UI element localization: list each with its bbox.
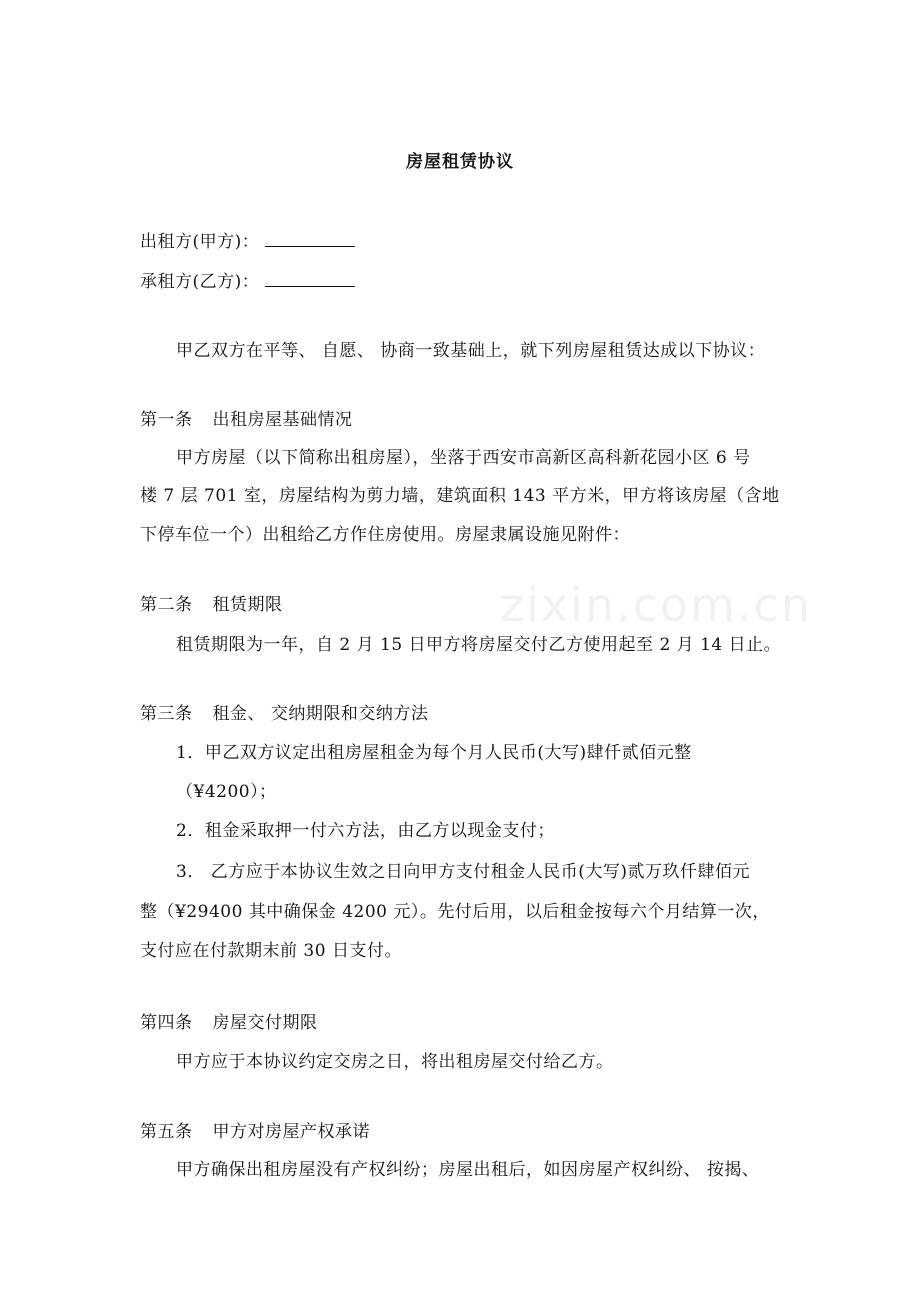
- article-3-line: （¥4200）；: [176, 782, 277, 802]
- article-2-heading: [140, 593, 283, 617]
- article-4-heading: [140, 1011, 318, 1035]
- article-3-line: 支付应在付款期末前 30 日支付。: [140, 941, 402, 961]
- article-2-number: 第二条: [140, 595, 193, 615]
- article-4-line: 甲方应于本协议约定交房之日，将出租房屋交付给乙方。: [176, 1052, 614, 1072]
- article-1-line: 下停车位一个）出租给乙方作住房使用。房屋隶属设施见附件：: [140, 525, 630, 545]
- intro-paragraph: 甲乙双方在平等、 自愿、 协商一致基础上，就下列房屋租赁达成以下协议：: [176, 341, 766, 361]
- article-5-heading: [140, 1120, 370, 1144]
- article-1-title: 出租房屋基础情况: [212, 410, 353, 430]
- article-3-line: 整（¥29400 其中确保金 4200 元）。先付后用，以后租金按每六个月结算一次，: [140, 902, 770, 922]
- article-1-heading: [140, 408, 353, 432]
- article-5-line: 甲方确保出租房屋没有产权纠纷；房屋出租后，如因房屋产权纠纷、 按揭、: [176, 1160, 760, 1180]
- article-3-title: 租金、 交纳期限和交纳方法: [212, 704, 429, 724]
- article-3-line: 3． 乙方应于本协议生效之日向甲方支付租金人民币(大写)贰万玖仟肆佰元: [176, 862, 750, 882]
- article-5-title: 甲方对房屋产权承诺: [212, 1122, 370, 1142]
- article-4-number: 第四条: [140, 1013, 193, 1033]
- article-4-title: 房屋交付期限: [212, 1013, 318, 1033]
- article-3-line: 2．租金采取押一付六方法，由乙方以现金支付；: [176, 821, 555, 841]
- watermark: zixin.com.cn: [500, 578, 813, 632]
- article-1-line: 楼 7 层 701 室，房屋结构为剪力墙，建筑面积 143 平方米，甲方将该房屋（含地: [140, 486, 780, 506]
- lessee-blank: [265, 272, 355, 287]
- article-3-number: 第三条: [140, 704, 193, 724]
- article-2-line: 租赁期限为一年，自 2 月 15 日甲方将房屋交付乙方使用起至 2 月 14 日止。: [176, 635, 782, 655]
- lessor-line: [140, 230, 355, 254]
- article-3-line: 1．甲乙双方议定出租房屋租金为每个月人民币(大写)肆仟贰佰元整: [176, 743, 692, 763]
- lessor-blank: [265, 232, 355, 247]
- lessee-line: [140, 270, 355, 294]
- article-1-line: 甲方房屋（以下简称出租房屋），坐落于西安市高新区高科新花园小区 6 号: [176, 448, 751, 468]
- document-title: 房屋租赁协议: [406, 152, 514, 172]
- article-3-heading: [140, 702, 428, 726]
- article-1-number: 第一条: [140, 410, 193, 430]
- article-2-title: 租赁期限: [212, 595, 283, 615]
- article-5-number: 第五条: [140, 1122, 193, 1142]
- lessee-label: 承租方(乙方)：: [140, 272, 260, 292]
- lessor-label: 出租方(甲方)：: [140, 232, 260, 252]
